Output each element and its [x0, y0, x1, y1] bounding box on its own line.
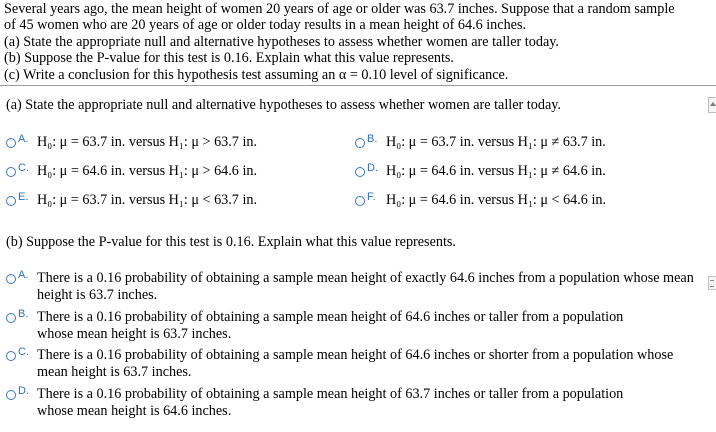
option-text: There is a 0.16 probability of obtaining a sample mean height of 64.6 inches or taller from a population whose mean height is 63.7 inches. [37, 309, 624, 342]
option-text: There is a 0.16 probability of obtaining a sample mean height of 64.6 inches or shorter from a population whose mean height is 63.7 inches. [37, 347, 674, 380]
part-a-option-f[interactable] [355, 192, 606, 209]
option-text: There is a 0.16 probability of obtaining a sample mean height of exactly 64.6 inches from a population whose mean height is 63.7 inches. [37, 270, 694, 303]
problem-statement [4, 1, 716, 83]
radio-button-icon[interactable] [6, 196, 16, 206]
problem-line: (b) Suppose the P-value for this test is 0.16. Explain what this value represents. [4, 50, 454, 67]
option-letter: A. [18, 269, 29, 281]
part-a-title: (a) State the appropriate null and alternative hypotheses to assess whether women are taller today. [6, 97, 561, 113]
problem-line: of 45 women who are 20 years of age or older today results in a mean height of 64.6 inches. [4, 17, 527, 34]
radio-button-icon[interactable] [6, 274, 16, 284]
part-b-option-c[interactable] [6, 347, 677, 381]
radio-button-icon[interactable] [355, 167, 365, 177]
scroll-up-arrow-icon[interactable] [708, 97, 716, 113]
radio-button-icon[interactable] [6, 138, 16, 148]
radio-button-icon[interactable] [6, 390, 16, 400]
option-text: There is a 0.16 probability of obtaining a sample mean height of 63.7 inches or taller from a population whose mean height is 64.6 inches. [37, 386, 624, 419]
scroll-grip-icon[interactable] [708, 276, 716, 290]
part-b-title: (b) Suppose the P-value for this test is 0.16. Explain what this value represents. [6, 234, 456, 250]
part-a-option-b[interactable] [355, 134, 606, 151]
part-a-option-e[interactable] [6, 192, 257, 209]
option-text: H₀: μ = 63.7 in. versus H₁: μ ≠ 63.7 in. [386, 134, 606, 150]
problem-line: (a) State the appropriate null and alternative hypotheses to assess whether women are taller today. [4, 33, 559, 50]
divider [0, 85, 716, 86]
option-text: H₀: μ = 64.6 in. versus H₁: μ < 64.6 in. [386, 192, 607, 208]
problem-line: (c) Write a conclusion for this hypothesis test assuming an α = 0.10 level of significance. [4, 66, 509, 83]
option-letter: F. [367, 191, 376, 203]
part-a-option-a[interactable] [6, 134, 257, 151]
option-letter: B. [367, 133, 378, 145]
part-a-option-d[interactable] [355, 163, 606, 180]
option-text: H₀: μ = 64.6 in. versus H₁: μ ≠ 64.6 in. [386, 163, 606, 179]
option-letter: C. [18, 162, 29, 174]
option-letter: D. [367, 162, 378, 174]
option-letter: B. [18, 308, 29, 320]
option-text: H₀: μ = 63.7 in. versus H₁: μ < 63.7 in. [37, 192, 258, 208]
part-b-option-d[interactable] [6, 386, 647, 420]
radio-button-icon[interactable] [355, 196, 365, 206]
radio-button-icon[interactable] [355, 138, 365, 148]
problem-line: Several years ago, the mean height of women 20 years of age or older was 63.7 inches. Suppose that a random sample [4, 1, 675, 17]
part-b-option-b[interactable] [6, 309, 647, 343]
option-letter: D. [18, 385, 29, 397]
option-letter: A. [18, 133, 29, 145]
option-text: H₀: μ = 64.6 in. versus H₁: μ > 64.6 in. [37, 163, 258, 179]
part-b-option-a[interactable] [6, 270, 697, 304]
option-letter: E. [18, 191, 29, 203]
radio-button-icon[interactable] [6, 351, 16, 361]
option-text: H₀: μ = 63.7 in. versus H₁: μ > 63.7 in. [37, 134, 258, 150]
part-a-option-c[interactable] [6, 163, 257, 180]
option-letter: C. [18, 346, 29, 358]
radio-button-icon[interactable] [6, 167, 16, 177]
radio-button-icon[interactable] [6, 313, 16, 323]
